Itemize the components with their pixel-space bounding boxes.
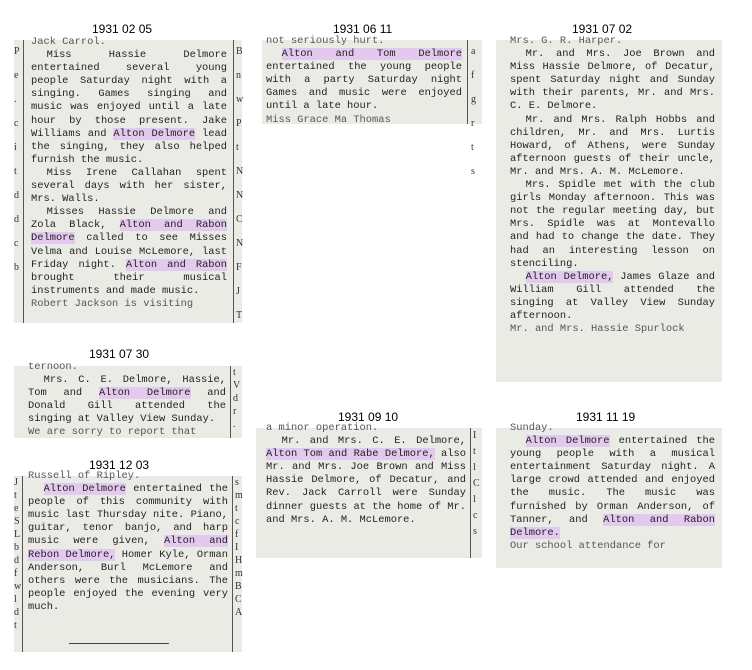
- clip-date-2: 1931 06 11: [333, 22, 393, 36]
- text-run: and Donald Gill attended the singing at Valley View Sunday.: [28, 387, 226, 426]
- text-run: also Mr. and Mrs. Joe Brown and Miss Hassie Delmore, of Decatur, and Rev. Jack Carroll were Sunday dinner guests at the home of Mr. and Mrs. A. M. McLemore.: [266, 448, 466, 526]
- clipping-text: [510, 422, 715, 568]
- text-run: Mrs. Spidle met with the club girls Monday afternoon. This was not the regular meeting day, but Mrs. Spidle was at Montevallo and had to change the date. They had an interesting lesson on stenciling.: [510, 179, 715, 270]
- clipping-text: [28, 470, 228, 652]
- news-paragraph: [28, 483, 228, 614]
- news-clipping-2: [262, 35, 482, 177]
- news-paragraph: [510, 435, 715, 540]
- highlighted-name: Alton and Rabon Delmore: [31, 219, 228, 245]
- bottom-fragment: Our school attendance for: [510, 539, 666, 552]
- top-fragment: Russell of Ripley.: [28, 470, 141, 482]
- news-paragraph: [28, 374, 226, 426]
- highlighted-name: Alton Tom and Rabe Delmore,: [266, 448, 435, 461]
- news-paragraph: [31, 167, 227, 206]
- clipping-text: [266, 422, 466, 558]
- text-run: entertained the young people with a musical entertainment Saturday night. A large crowd attended and enjoyed the music. The music was furnished by Orman Anderson, of Tanner, and: [510, 435, 715, 526]
- clipping-text: [510, 35, 715, 382]
- highlighted-name: Alton and Rabon Delmore.: [510, 513, 716, 539]
- news-paragraph: [31, 206, 227, 298]
- top-fragment: Mrs. G. R. Harper.: [510, 35, 623, 47]
- highlighted-name: Alton and Rebon Delmore,: [28, 535, 228, 561]
- highlighted-name: Alton Delmore: [113, 127, 196, 140]
- top-fragment: Sunday.: [510, 422, 554, 434]
- highlighted-name: Alton and Tom Delmore: [281, 48, 462, 61]
- bottom-rule: [69, 643, 169, 644]
- news-clipping-3: [496, 35, 722, 382]
- news-paragraph: [510, 271, 715, 323]
- news-clipping-1: [14, 36, 244, 323]
- top-fragment: a minor operation.: [266, 422, 379, 434]
- right-margin-fragment: t V d r .: [233, 367, 241, 430]
- text-run: Mr. and Mrs. C. E. Delmore,: [281, 435, 466, 448]
- right-margin-fragment: I t l C l c s: [473, 430, 480, 537]
- highlighted-name: Alton Delmore: [98, 387, 191, 400]
- bottom-fragment: Mr. and Mrs. Hassie Spurlock: [510, 323, 685, 336]
- text-run: James Glaze and William Gill attended the singing at Valley View Sunday afternoon.: [510, 270, 715, 322]
- clipping-text: [31, 36, 227, 323]
- news-paragraph: [266, 435, 466, 527]
- clip-date-4: 1931 07 30: [89, 347, 150, 361]
- right-margin-fragment: s m t c f I H m B C A: [235, 477, 243, 618]
- text-run: lead the singing, they also helped furnish the music.: [31, 127, 227, 166]
- highlighted-name: Alton and Rabon: [125, 258, 228, 271]
- news-clipping-7: [14, 470, 243, 652]
- news-clipping-4: [14, 361, 242, 439]
- text-run: Mrs. C. E. Delmore, Hassie, Tom and: [28, 374, 226, 400]
- left-margin-fragment: J t e S L b d f w l d t: [14, 477, 22, 631]
- text-run: entertained the young people with a party Saturday night Games and music were enjoyed until a late hour.: [266, 61, 462, 113]
- text-run: called to see Misses Velma and Louise McLemore, last Friday night.: [31, 232, 227, 271]
- text-run: Misses Hassie Delmore and Zola Black,: [31, 206, 227, 232]
- news-paragraph: [266, 48, 462, 113]
- column-rule: [230, 366, 231, 438]
- bottom-fragment: Robert Jackson is visiting: [31, 297, 194, 310]
- column-rule: [470, 428, 471, 558]
- top-fragment: Jack Carrol.: [31, 36, 106, 48]
- column-rule: [233, 40, 234, 323]
- right-margin-fragment: a f g r t s: [471, 46, 476, 177]
- top-fragment: not seriously hurt.: [266, 35, 385, 47]
- text-run: Miss Hassie Delmore entertained several young people Saturday night with a singing. Games singing and music was enjoyed until a late hour by those present. Jake Williams and: [31, 49, 227, 140]
- text-run: entertained the people of this community with music last Thursday nite. Piano, guitar, tenor banjo, and harp music were given,: [28, 483, 228, 548]
- text-run: Homer Kyle, Orman Anderson, Burl McLemore and others were the musicians. The people enjoyed the evening very much.: [28, 548, 228, 613]
- clip-date-3: 1931 07 02: [572, 22, 633, 36]
- bottom-fragment: Miss Grace Ma Thomas: [266, 113, 391, 126]
- column-rule: [232, 476, 233, 652]
- clip-date-1: 1931 02 05: [92, 22, 153, 36]
- top-fragment: ternoon.: [28, 361, 78, 373]
- bottom-fragment: We are sorry to report that: [28, 426, 197, 439]
- clipping-text: [266, 35, 462, 124]
- column-rule: [23, 40, 24, 323]
- news-paragraph: [31, 49, 227, 167]
- news-clipping-5: [256, 422, 482, 558]
- highlighted-name: Alton Delmore,: [525, 270, 614, 283]
- clip-date-5: 1931 09 10: [338, 410, 399, 424]
- highlighted-name: Alton Delmore: [43, 483, 126, 496]
- text-run: Mr. and Mrs. Ralph Hobbs and children, Mr. and Mrs. Lurtis Howard, of Athens, were Sunday afternoon guests of their uncle, Mr. and Mrs. A. M. McLemore.: [510, 113, 715, 178]
- text-run: Mr. and Mrs. Joe Brown and Miss Hassie Delmore, of Decatur, spent Saturday night and Sunday with their parents, Mr. and Mrs. C. E. Delmore.: [510, 48, 715, 113]
- column-rule: [22, 476, 23, 652]
- column-rule: [467, 40, 468, 124]
- news-paragraph: [510, 114, 715, 179]
- right-margin-fragment: B n w P t N N C N F J T: [236, 46, 244, 321]
- news-clipping-6: [496, 422, 722, 568]
- clip-date-7: 1931 12 03: [89, 458, 150, 472]
- news-paragraph: [510, 179, 715, 271]
- left-margin-fragment: P e . c i t d d c b: [14, 46, 20, 273]
- highlighted-name: Alton Delmore: [525, 435, 610, 448]
- news-paragraph: [510, 48, 715, 113]
- text-run: brought their musical instruments and made music.: [31, 271, 227, 297]
- clip-date-6: 1931 11 19: [576, 410, 636, 424]
- text-run: Miss Irene Callahan spent several days with her sister, Mrs. Walls.: [31, 166, 227, 206]
- clipping-text: [28, 361, 226, 438]
